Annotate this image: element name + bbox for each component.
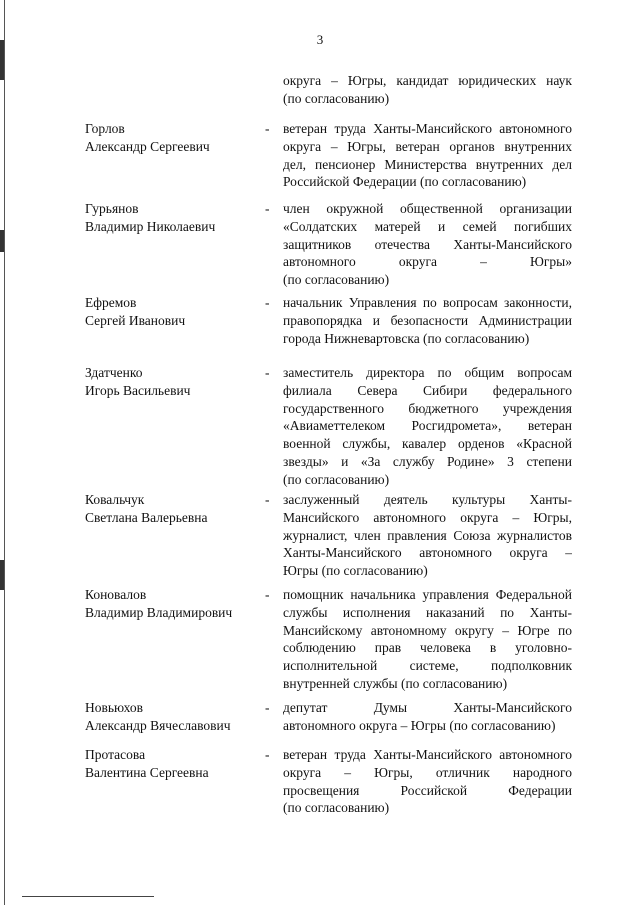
text-line: дел, пенсионер Министерства внутренних дел — [283, 156, 572, 172]
member-surname: Ефремов — [85, 295, 137, 310]
text-line: ветеран труда Ханты-Мансийского автономного — [283, 747, 572, 762]
text-line: внутренней службы (по согласованию) — [283, 675, 508, 691]
text-line: округа – Югры, ветеран органов внутренних — [283, 138, 572, 154]
text-line: Мансийского автономного округа – Югры, — [283, 509, 572, 525]
text-line: «Авиаметтелеком Росгидромета», ветеран — [283, 418, 572, 434]
text-line: журналист, член правления Союза журналистов — [283, 527, 572, 543]
page-number: 3 — [316, 32, 324, 47]
text-line: округа – Югры, кандидат юридических наук — [283, 73, 572, 88]
member-name — [85, 746, 260, 782]
member-given-name: Александр Вячеславович — [85, 718, 231, 733]
member-given-name: Валентина Сергеевна — [85, 765, 209, 780]
text-line: исполнительной системе, подполковник — [283, 658, 572, 674]
text-line: член окружной общественной организации — [283, 201, 572, 216]
text-line: города Нижневартовска (по согласованию) — [283, 330, 530, 346]
dash: - — [265, 365, 270, 380]
text-line: Российской Федерации (по согласованию) — [283, 174, 527, 190]
text-line: военной службы, кавалер орденов «Красной — [283, 436, 572, 452]
text-line: Мансийскому автономному округу – Югре по — [283, 622, 572, 638]
dash: - — [265, 700, 270, 715]
text-line: правопорядка и безопасности Администрации — [283, 312, 572, 328]
dash: - — [265, 201, 270, 216]
member-surname: Ковальчук — [85, 492, 145, 507]
text-line: заместитель директора по общим вопросам — [283, 365, 572, 380]
member-name — [85, 586, 260, 622]
text-line: «Солдатских матерей и семей погибших — [283, 218, 572, 234]
member-name — [85, 491, 260, 527]
text-line: Югры (по согласованию) — [283, 563, 428, 579]
text-line: (по согласованию) — [283, 471, 390, 487]
member-given-name: Игорь Васильевич — [85, 383, 191, 398]
margin-tick — [0, 230, 4, 252]
member-role — [283, 699, 572, 735]
text-line: депутат Думы Ханты-Мансийского — [283, 700, 572, 715]
text-line: защитников отечества Ханты-Мансийского — [283, 236, 572, 252]
member-role — [283, 294, 572, 347]
member-surname: Горлов — [85, 121, 125, 136]
text-line: просвещения Российской Федерации — [283, 782, 572, 798]
dash: - — [265, 121, 270, 136]
text-line: автономного округа – Югры» — [283, 254, 572, 270]
text-line: помощник начальника управления Федеральной — [283, 587, 572, 602]
member-name — [85, 294, 260, 330]
text-line: (по согласованию) — [283, 272, 390, 288]
continuation-text — [283, 72, 572, 108]
member-name — [85, 699, 260, 735]
member-given-name: Сергей Иванович — [85, 313, 186, 328]
dash: - — [265, 587, 270, 602]
text-line: округа – Югры, отличник народного — [283, 764, 572, 780]
text-line: (по согласованию) — [283, 800, 390, 816]
member-given-name: Александр Сергеевич — [85, 139, 210, 154]
dash: - — [265, 295, 270, 310]
dash: - — [265, 492, 270, 507]
dash: - — [265, 747, 270, 762]
member-role — [283, 120, 572, 191]
member-role — [283, 491, 572, 580]
text-line: соблюдению прав человека в уголовно- — [283, 640, 572, 656]
member-given-name: Владимир Владимирович — [85, 605, 233, 620]
member-given-name: Светлана Валерьевна — [85, 510, 208, 525]
text-line: государственного бюджетного учреждения — [283, 400, 572, 416]
member-surname: Коновалов — [85, 587, 147, 602]
text-line: филиала Севера Сибири федерального — [283, 382, 572, 398]
member-role — [283, 746, 572, 817]
footer-rule — [22, 896, 154, 897]
text-line: службы исполнения наказаний по Ханты- — [283, 604, 572, 620]
member-name — [85, 364, 260, 400]
member-surname: Здатченко — [85, 365, 143, 380]
member-surname: Гурьянов — [85, 201, 139, 216]
member-role — [283, 200, 572, 289]
text-line: Ханты-Мансийского автономного округа – — [283, 545, 572, 561]
margin-tick — [0, 560, 4, 590]
member-role — [283, 586, 572, 693]
member-name — [85, 120, 260, 156]
text-line: заслуженный деятель культуры Ханты- — [283, 492, 572, 507]
text-line: звезды» и «За службу Родине» 3 степени — [283, 453, 572, 469]
text-line: (по согласованию) — [283, 90, 390, 106]
member-surname: Новьюхов — [85, 700, 143, 715]
left-margin-line — [4, 0, 5, 905]
text-line: ветеран труда Ханты-Мансийского автономного — [283, 121, 572, 136]
member-surname: Протасова — [85, 747, 146, 762]
member-given-name: Владимир Николаевич — [85, 219, 216, 234]
text-line: автономного округа – Югры (по согласованию) — [283, 717, 556, 733]
text-line: начальник Управления по вопросам законности, — [283, 295, 572, 310]
member-name — [85, 200, 260, 236]
member-role — [283, 364, 572, 489]
